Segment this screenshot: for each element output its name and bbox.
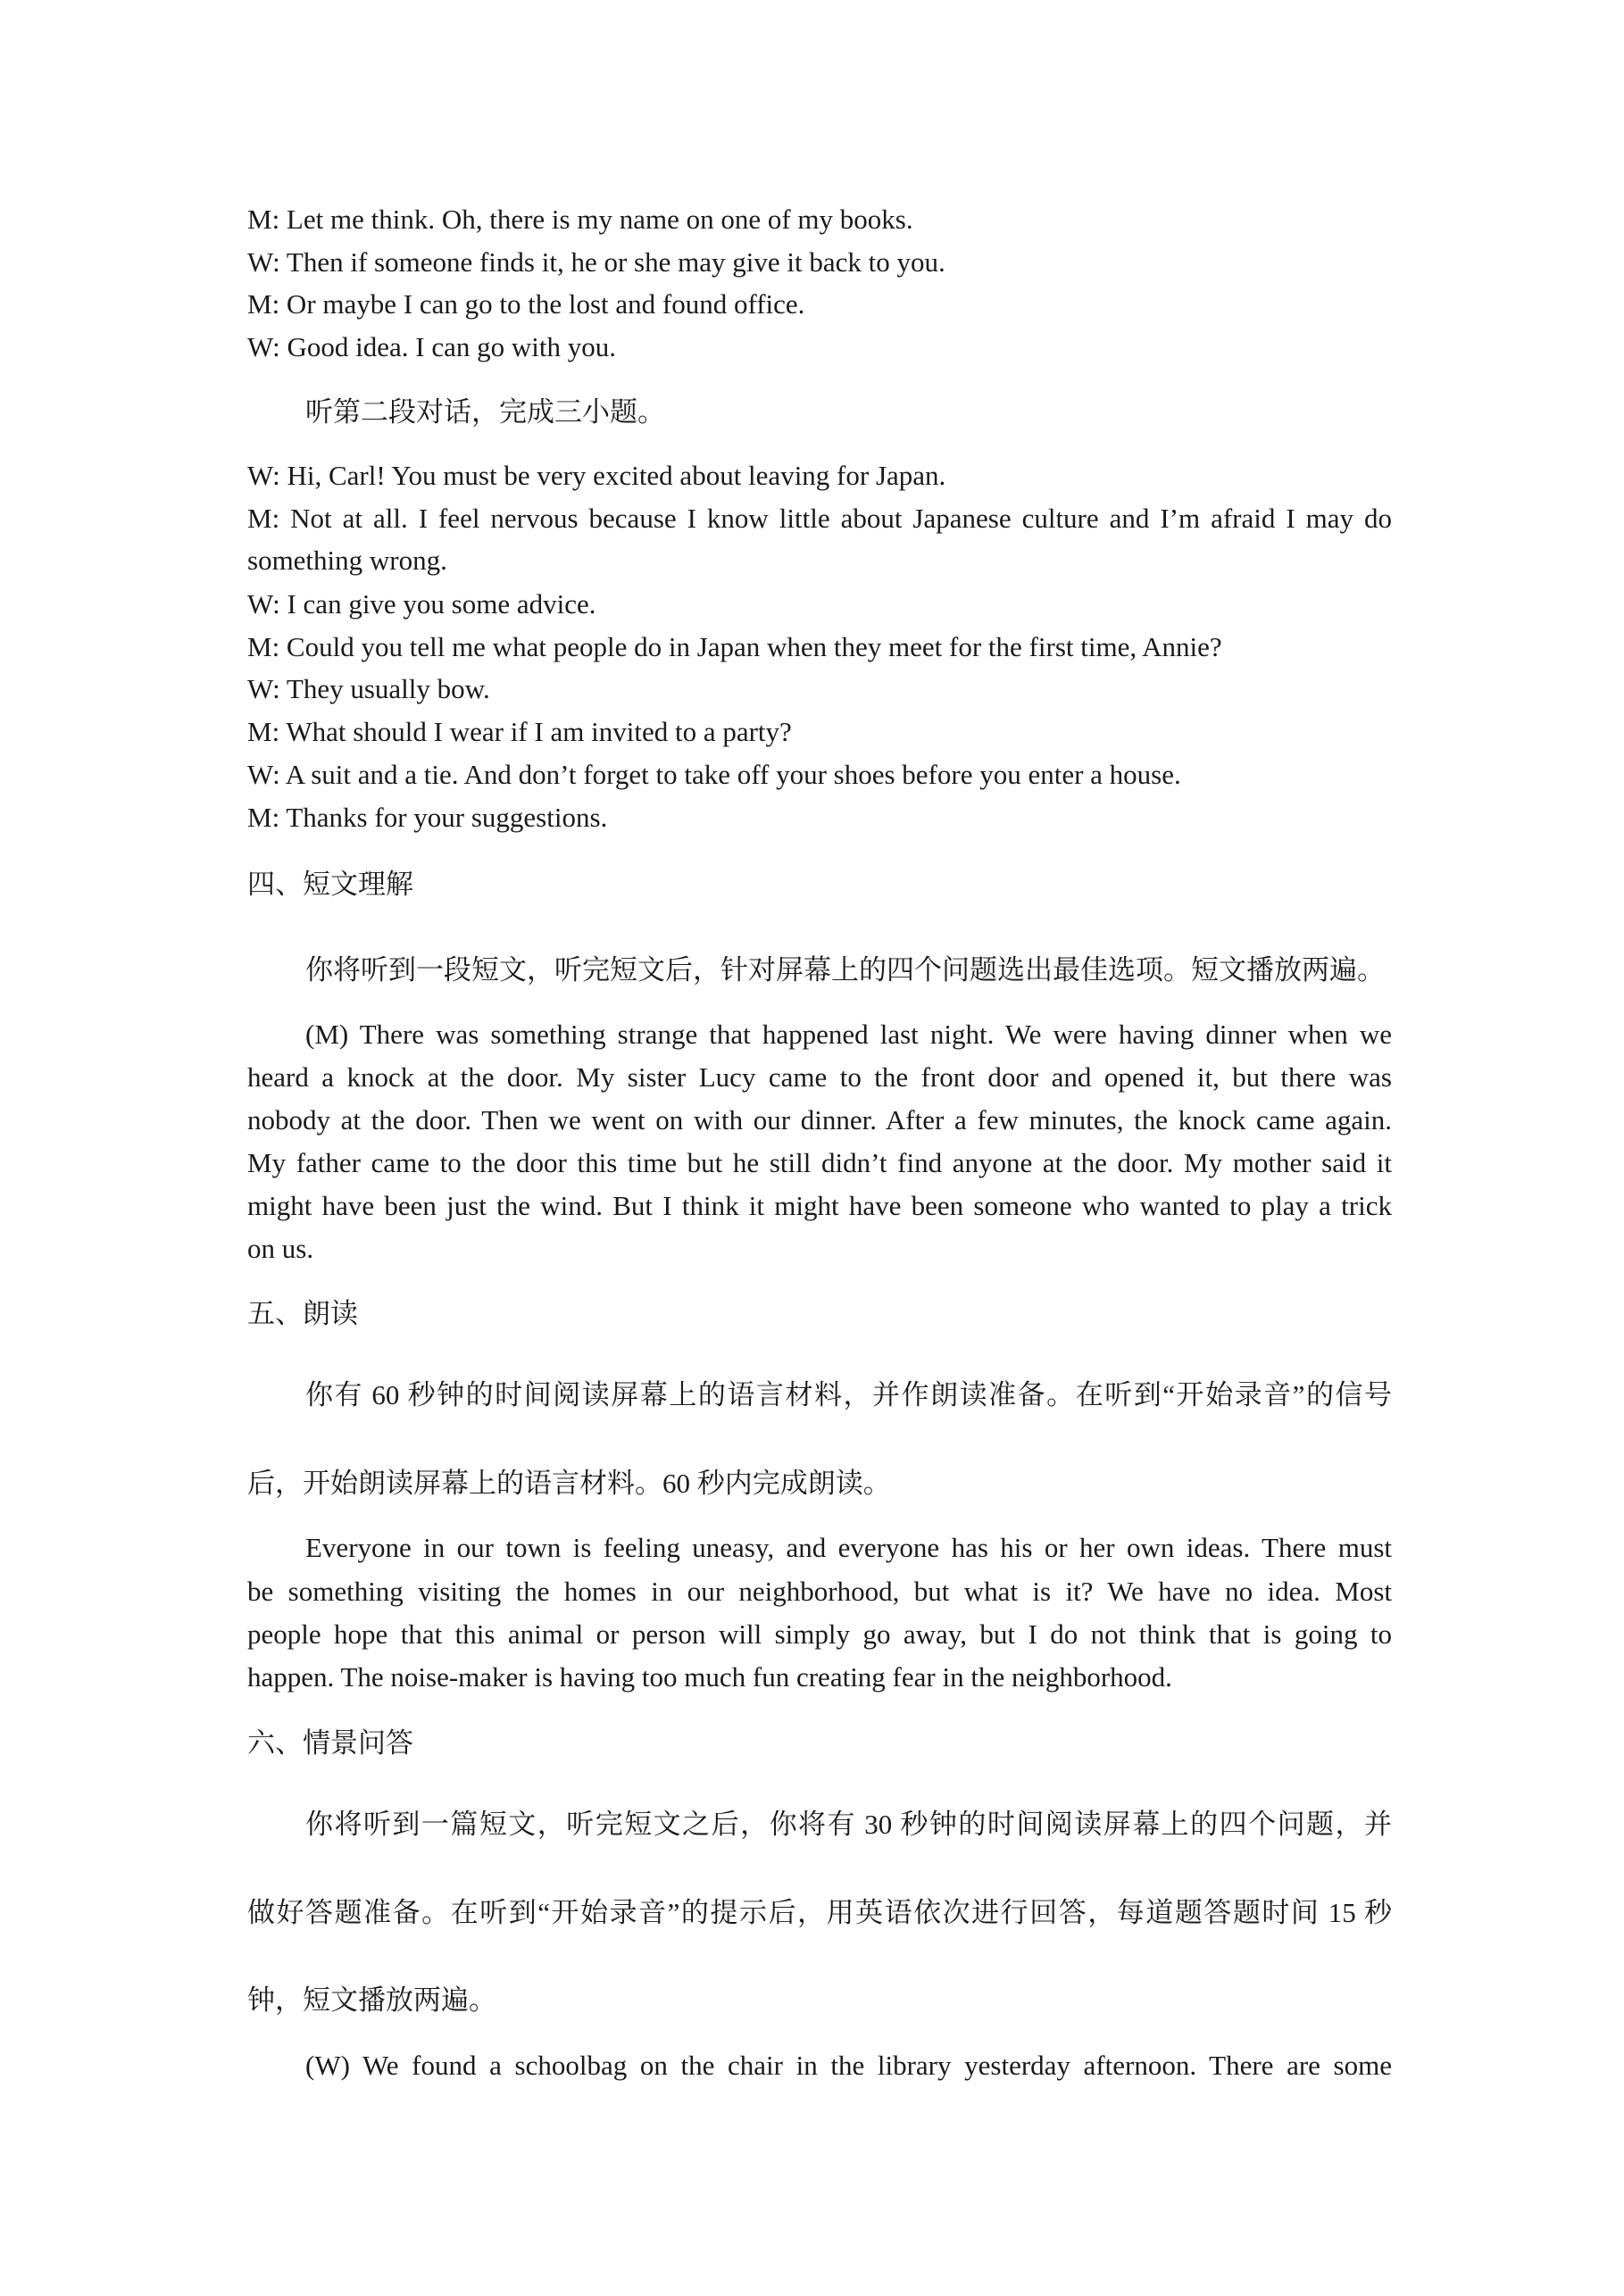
dialogue-line: W: Hi, Carl! You must be very excited about leaving for Japan.	[247, 460, 946, 491]
passage-line: nobody at the door. Then we went on with our dinner. After a few minutes, the knock came again.	[247, 1104, 1392, 1136]
section5-instruction: 你有 60 秒钟的时间阅读屏幕上的语言材料，并作朗读准备。在听到“开始录音”的信号	[305, 1379, 1392, 1410]
dialogue-line: M: Let me think. Oh, there is my name on one of my books.	[247, 204, 913, 235]
section6-heading: 六、情景问答	[247, 1727, 413, 1759]
section6-instruction: 做好答题准备。在听到“开始录音”的提示后，用英语依次进行回答，每道题答题时间 15 秒	[247, 1897, 1392, 1928]
passage-line: heard a knock at the door. My sister Lucy came to the front door and opened it, but there was	[247, 1061, 1392, 1093]
dialogue-line: something wrong.	[247, 545, 447, 576]
dialogue-line: W: I can give you some advice.	[247, 588, 596, 620]
passage-line: (W) We found a schoolbag on the chair in the library yesterday afternoon. There are some	[305, 2050, 1392, 2081]
dialogue-line: W: Good idea. I can go with you.	[247, 331, 616, 362]
dialogue-line: W: A suit and a tie. And don’t forget to take off your shoes before you enter a house.	[247, 759, 1181, 790]
passage-line: (M) There was something strange that happened last night. We were having dinner when we	[305, 1019, 1392, 1050]
section4-heading: 四、短文理解	[247, 869, 413, 900]
section6-instruction: 你将听到一篇短文，听完短文之后，你将有 30 秒钟的时间阅读屏幕上的四个问题，并	[305, 1809, 1392, 1840]
passage-line: people hope that this animal or person will simply go away, but I do not think that is going to	[247, 1618, 1392, 1650]
dialogue2-instruction: 听第二段对话，完成三小题。	[305, 396, 665, 428]
passage-line: be something visiting the homes in our neighborhood, but what is it? We have no idea. Most	[247, 1576, 1392, 1607]
dialogue-line: M: Thanks for your suggestions.	[247, 802, 608, 833]
dialogue-line: M: What should I wear if I am invited to a party?	[247, 716, 792, 747]
passage-line: happen. The noise-maker is having too much fun creating fear in the neighborhood.	[247, 1661, 1172, 1693]
section5-heading: 五、朗读	[247, 1298, 358, 1329]
section4-instruction: 你将听到一段短文，听完短文后，针对屏幕上的四个问题选出最佳选项。短文播放两遍。	[305, 954, 1385, 986]
section5-instruction: 后，开始朗读屏幕上的语言材料。60 秒内完成朗读。	[247, 1468, 891, 1499]
passage-line: Everyone in our town is feeling uneasy, and everyone has his or her own ideas. There must	[305, 1532, 1392, 1563]
dialogue-line: M: Not at all. I feel nervous because I know little about Japanese culture and I’m afraid I may do	[247, 503, 1392, 534]
passage-line: might have been just the wind. But I think it might have been someone who wanted to play a trick	[247, 1190, 1392, 1221]
dialogue-line: M: Could you tell me what people do in Japan when they meet for the first time, Annie?	[247, 631, 1222, 662]
passage-line: on us.	[247, 1233, 314, 1264]
dialogue-line: W: Then if someone finds it, he or she may give it back to you.	[247, 246, 945, 278]
dialogue-line: M: Or maybe I can go to the lost and found office.	[247, 288, 805, 320]
passage-line: My father came to the door this time but he still didn’t find anyone at the door. My mother said it	[247, 1147, 1392, 1178]
dialogue-line: W: They usually bow.	[247, 673, 490, 704]
section6-instruction: 钟，短文播放两遍。	[247, 1984, 496, 2016]
